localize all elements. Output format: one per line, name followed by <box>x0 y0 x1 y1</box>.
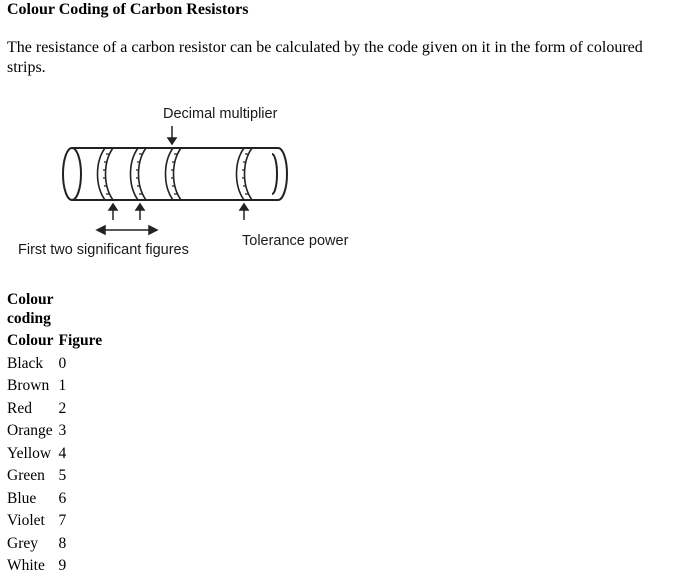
label-decimal-multiplier: Decimal multiplier <box>163 106 278 122</box>
colour-cell: White <box>7 557 45 574</box>
caption-line-2: coding <box>7 310 51 327</box>
colour-bands <box>98 148 253 200</box>
figure-cell: 4 <box>58 444 67 462</box>
colour-cell: Red <box>7 399 32 417</box>
table-row <box>7 398 102 421</box>
figure-cell: 5 <box>58 467 67 484</box>
colour-cell: Black <box>7 354 44 372</box>
table-row <box>7 510 102 533</box>
table-row <box>7 375 102 398</box>
colour-cell: Grey <box>7 534 38 552</box>
header-figure: Figure <box>58 332 103 349</box>
label-significant-figures: First two significant figures <box>18 242 189 258</box>
table-row <box>7 443 102 466</box>
table-row <box>7 488 102 511</box>
colour-cell: Brown <box>7 377 50 394</box>
label-tolerance-power: Tolerance power <box>242 233 349 249</box>
figure-cell: 9 <box>58 557 67 574</box>
figure-cell: 1 <box>58 377 67 394</box>
colour-cell: Green <box>7 467 45 484</box>
colour-coding-table <box>7 330 102 578</box>
band-4 <box>237 148 253 200</box>
band-1 <box>98 148 114 200</box>
table-row <box>7 465 102 488</box>
figure-cell: 3 <box>58 422 67 439</box>
table-row <box>7 353 102 376</box>
colour-cell: Blue <box>7 489 37 507</box>
header-colour: Colour <box>7 332 54 349</box>
colour-cell: Orange <box>7 422 53 439</box>
figure-cell: 6 <box>58 489 67 507</box>
page-title: Colour Coding of Carbon Resistors <box>7 1 249 18</box>
table-row <box>7 533 102 556</box>
band-3 <box>166 148 182 200</box>
figure-cell: 7 <box>58 512 67 529</box>
colour-cell: Violet <box>7 512 45 529</box>
table-row <box>7 555 102 578</box>
resistor-diagram <box>0 96 380 271</box>
figure-cell: 8 <box>58 534 67 552</box>
intro-paragraph: The resistance of a carbon resistor can be calculated by the code given on it in the form of coloured strips. <box>7 39 643 76</box>
table-caption <box>7 290 54 328</box>
caption-line-1: Colour <box>7 291 54 308</box>
table-header-row <box>7 330 102 353</box>
figure-cell: 0 <box>58 354 67 372</box>
table-row <box>7 420 102 443</box>
colour-cell: Yellow <box>7 444 52 462</box>
band-2 <box>131 148 147 200</box>
figure-cell: 2 <box>58 399 67 417</box>
